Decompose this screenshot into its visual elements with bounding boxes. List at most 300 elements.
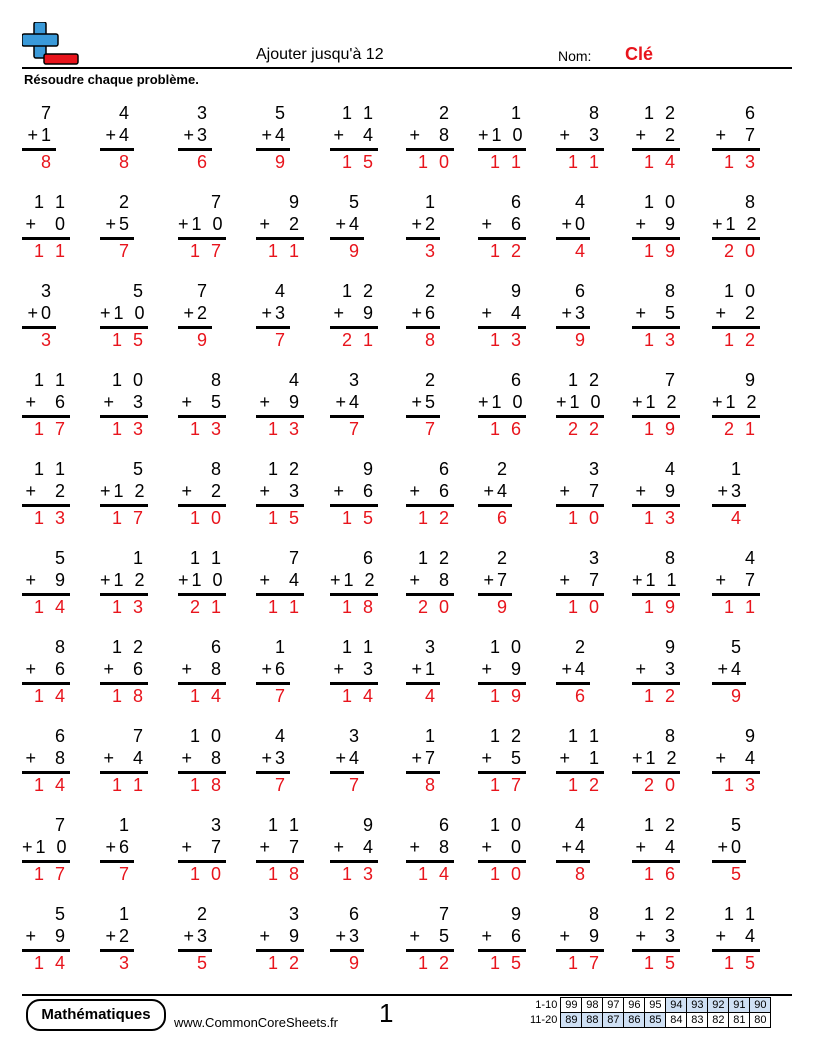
problem <box>556 814 590 885</box>
answer: 9 <box>348 953 362 973</box>
addend-top: 1 <box>118 815 132 835</box>
addend-top: 1 0 <box>489 637 524 657</box>
answer: 5 <box>196 953 210 973</box>
answer: 1 5 <box>341 508 376 528</box>
answer: 2 2 <box>567 419 602 439</box>
problem <box>256 369 304 440</box>
answer: 2 1 <box>189 597 224 617</box>
answer: 1 3 <box>189 419 224 439</box>
problem <box>406 725 440 796</box>
addend-top: 3 <box>40 281 54 301</box>
answer: 1 4 <box>33 597 68 617</box>
addend-top: 4 <box>274 281 288 301</box>
problem <box>632 725 680 796</box>
addend-bottom: +2 <box>411 214 438 234</box>
problem <box>100 903 134 974</box>
problem <box>632 280 680 351</box>
addend-top: 3 <box>196 103 210 123</box>
answer: 2 0 <box>723 241 758 261</box>
answer: 1 6 <box>643 864 678 884</box>
addend-bottom: +4 <box>335 392 362 412</box>
addend-top: 6 <box>38 726 68 746</box>
addend-bottom: + 8 <box>181 748 224 768</box>
addend-bottom: +4 <box>561 837 588 857</box>
problem <box>100 725 148 796</box>
addend-bottom: +0 <box>717 837 744 857</box>
score-cell: 95 <box>645 998 666 1013</box>
answer: 1 0 <box>189 508 224 528</box>
problem <box>256 102 290 173</box>
addend-top: 2 <box>574 637 588 657</box>
addend-top: 5 <box>38 904 68 924</box>
answer: 1 3 <box>111 419 146 439</box>
addend-bottom: +1 1 <box>632 570 680 590</box>
addend-bottom: + 3 <box>259 481 302 501</box>
addend-bottom: + 5 <box>481 748 524 768</box>
problem <box>100 636 148 707</box>
addend-bottom: +6 <box>261 659 288 679</box>
answer: 1 7 <box>33 419 68 439</box>
addend-top: 2 <box>424 370 438 390</box>
problem <box>22 191 70 262</box>
addend-top: 1 <box>116 548 146 568</box>
addend-bottom: + 4 <box>333 125 376 145</box>
addend-top: 7 <box>38 815 68 835</box>
problem <box>256 725 290 796</box>
addend-top: 5 <box>38 548 68 568</box>
addend-bottom: + 4 <box>715 926 758 946</box>
problem <box>100 814 134 885</box>
answer: 9 <box>274 152 288 172</box>
addend-bottom: + 0 <box>481 837 524 857</box>
addend-top: 4 <box>574 815 588 835</box>
answer-key-label: Clé <box>625 44 654 64</box>
addend-bottom: +3 <box>717 481 744 501</box>
problem <box>256 814 304 885</box>
addend-bottom: + 4 <box>635 837 678 857</box>
addend-bottom: +6 <box>105 837 132 857</box>
addend-bottom: + 3 <box>635 926 678 946</box>
answer: 1 5 <box>267 508 302 528</box>
answer: 4 <box>424 686 438 706</box>
problem <box>100 458 148 529</box>
addend-bottom: +2 <box>105 926 132 946</box>
answer: 9 <box>496 597 510 617</box>
addend-top: 1 2 <box>267 459 302 479</box>
addend-top: 8 <box>648 726 678 746</box>
addend-bottom: +7 <box>411 748 438 768</box>
addend-bottom: +1 2 <box>712 392 760 412</box>
addend-top: 3 <box>272 904 302 924</box>
addend-bottom: + 5 <box>181 392 224 412</box>
addend-bottom: +4 <box>261 125 288 145</box>
problem <box>712 102 760 173</box>
addend-bottom: + 9 <box>559 926 602 946</box>
logo-plus-minus-icon <box>22 22 80 66</box>
addend-top: 4 <box>648 459 678 479</box>
problem <box>556 102 604 173</box>
addend-top: 5 <box>348 192 362 212</box>
addend-bottom: +4 <box>105 125 132 145</box>
addend-bottom: + 8 <box>409 570 452 590</box>
addend-top: 1 0 <box>723 281 758 301</box>
addend-top: 4 <box>272 370 302 390</box>
answer: 1 4 <box>33 775 68 795</box>
score-cell: 94 <box>666 998 687 1013</box>
score-cell: 99 <box>561 998 582 1013</box>
addend-bottom: + 7 <box>181 837 224 857</box>
score-cell: 84 <box>666 1013 687 1028</box>
answer: 1 4 <box>33 953 68 973</box>
addend-bottom: +2 <box>183 303 210 323</box>
addend-bottom: + 2 <box>635 125 678 145</box>
addend-top: 1 1 <box>723 904 758 924</box>
problem <box>556 903 604 974</box>
problem <box>22 814 70 885</box>
addend-bottom: + 1 <box>559 748 602 768</box>
answer: 1 8 <box>341 597 376 617</box>
problem <box>632 636 680 707</box>
answer: 3 <box>40 330 54 350</box>
addend-bottom: + 6 <box>25 392 68 412</box>
addend-top: 6 <box>346 548 376 568</box>
problem <box>256 191 304 262</box>
addend-top: 9 <box>494 904 524 924</box>
answer: 1 2 <box>417 508 452 528</box>
answer: 1 8 <box>111 686 146 706</box>
answer: 1 7 <box>489 775 524 795</box>
addend-bottom: +4 <box>483 481 510 501</box>
addend-top: 9 <box>728 370 758 390</box>
addend-bottom: + 8 <box>181 659 224 679</box>
addend-bottom: +3 <box>261 748 288 768</box>
addend-bottom: +1 2 <box>100 570 148 590</box>
problem <box>178 191 226 262</box>
addend-bottom: + 9 <box>635 481 678 501</box>
addend-bottom: + 2 <box>25 481 68 501</box>
problem <box>406 369 440 440</box>
problem <box>406 458 454 529</box>
problem <box>556 725 604 796</box>
answer: 7 <box>274 686 288 706</box>
answer: 8 <box>574 864 588 884</box>
addend-top: 1 <box>274 637 288 657</box>
addend-bottom: + 5 <box>409 926 452 946</box>
addend-bottom: +3 <box>183 926 210 946</box>
addend-top: 1 1 <box>33 459 68 479</box>
answer: 1 5 <box>489 953 524 973</box>
answer: 6 <box>574 686 588 706</box>
score-cell: 83 <box>687 1013 708 1028</box>
answer: 2 0 <box>643 775 678 795</box>
addend-bottom: + 2 <box>259 214 302 234</box>
addend-bottom: + 4 <box>715 748 758 768</box>
score-table <box>528 997 771 1028</box>
problem <box>22 458 70 529</box>
addend-top: 1 <box>730 459 744 479</box>
answer: 9 <box>730 686 744 706</box>
addend-bottom: + 2 <box>715 303 758 323</box>
addend-top: 5 <box>730 637 744 657</box>
addend-bottom: +1 0 <box>22 837 70 857</box>
addend-top: 5 <box>116 281 146 301</box>
addend-bottom: + 9 <box>25 570 68 590</box>
answer: 1 2 <box>267 953 302 973</box>
answer: 7 <box>274 330 288 350</box>
score-cell: 98 <box>582 998 603 1013</box>
addend-top: 7 <box>194 192 224 212</box>
problem <box>330 547 378 618</box>
addend-bottom: + 0 <box>25 214 68 234</box>
addend-bottom: + 6 <box>25 659 68 679</box>
answer: 1 7 <box>33 864 68 884</box>
answer: 1 0 <box>417 152 452 172</box>
problem <box>406 191 440 262</box>
problem <box>178 903 212 974</box>
answer: 8 <box>40 152 54 172</box>
answer: 4 <box>574 241 588 261</box>
answer: 7 <box>118 241 132 261</box>
addend-bottom: +1 0 <box>178 214 226 234</box>
problem <box>712 725 760 796</box>
addend-top: 8 <box>648 548 678 568</box>
addend-top: 1 1 <box>567 726 602 746</box>
addend-top: 2 <box>196 904 210 924</box>
addend-top: 6 <box>494 192 524 212</box>
addend-bottom: + 4 <box>481 303 524 323</box>
addend-top: 3 <box>348 370 362 390</box>
answer: 7 <box>274 775 288 795</box>
answer: 7 <box>118 864 132 884</box>
problem <box>712 191 760 262</box>
addend-top: 3 <box>572 459 602 479</box>
answer: 1 4 <box>417 864 452 884</box>
addend-bottom: + 3 <box>103 392 146 412</box>
name-label: Nom: <box>558 48 592 64</box>
site-url: www.CommonCoreSheets.fr <box>174 1015 338 1030</box>
addend-bottom: +1 2 <box>330 570 378 590</box>
addend-top: 1 0 <box>489 815 524 835</box>
answer: 1 9 <box>643 419 678 439</box>
answer: 1 7 <box>111 508 146 528</box>
addend-bottom: +4 <box>717 659 744 679</box>
answer: 9 <box>574 330 588 350</box>
score-row-label: 11-20 <box>530 1014 558 1026</box>
addend-top: 1 1 <box>189 548 224 568</box>
problem <box>22 636 70 707</box>
problem <box>712 636 746 707</box>
problem <box>406 547 454 618</box>
answer: 9 <box>196 330 210 350</box>
addend-bottom: + 9 <box>333 303 376 323</box>
answer: 2 0 <box>417 597 452 617</box>
problem <box>178 725 226 796</box>
problem <box>406 102 454 173</box>
addend-top: 7 <box>272 548 302 568</box>
problem <box>632 369 680 440</box>
problem <box>478 547 512 618</box>
problem <box>330 903 364 974</box>
answer: 1 8 <box>189 775 224 795</box>
answer: 6 <box>196 152 210 172</box>
answer: 1 4 <box>33 686 68 706</box>
addend-top: 3 <box>424 637 438 657</box>
answer: 1 3 <box>341 864 376 884</box>
score-cell: 80 <box>750 1013 771 1028</box>
addend-bottom: +1 0 <box>556 392 604 412</box>
addend-bottom: +1 0 <box>478 125 526 145</box>
addend-bottom: +1 2 <box>632 748 680 768</box>
problem <box>406 814 454 885</box>
answer: 1 9 <box>643 241 678 261</box>
problem <box>22 102 56 173</box>
problem <box>256 903 304 974</box>
addend-top: 1 1 <box>341 637 376 657</box>
problem <box>256 547 304 618</box>
addend-bottom: + 7 <box>715 570 758 590</box>
problem <box>556 191 590 262</box>
addend-bottom: + 8 <box>409 837 452 857</box>
addend-top: 3 <box>194 815 224 835</box>
problem <box>330 725 364 796</box>
addend-bottom: +1 0 <box>100 303 148 323</box>
problem <box>330 102 378 173</box>
addend-bottom: +4 <box>335 214 362 234</box>
answer: 1 2 <box>723 330 758 350</box>
problem <box>330 458 378 529</box>
addend-bottom: + 3 <box>333 659 376 679</box>
answer: 1 5 <box>723 953 758 973</box>
problem <box>22 725 70 796</box>
addend-bottom: +1 <box>411 659 438 679</box>
problem <box>22 903 70 974</box>
addend-bottom: + 9 <box>25 926 68 946</box>
score-cell: 81 <box>729 1013 750 1028</box>
addend-bottom: +1 2 <box>712 214 760 234</box>
problem <box>178 636 226 707</box>
addend-bottom: + 2 <box>181 481 224 501</box>
problem <box>100 102 134 173</box>
answer: 2 1 <box>341 330 376 350</box>
addend-top: 1 2 <box>111 637 146 657</box>
addend-bottom: + 3 <box>559 125 602 145</box>
page-number: 1 <box>379 998 394 1028</box>
problem <box>712 547 760 618</box>
answer: 1 7 <box>567 953 602 973</box>
addend-top: 7 <box>196 281 210 301</box>
answer: 1 6 <box>489 419 524 439</box>
answer: 2 1 <box>723 419 758 439</box>
problem <box>178 814 226 885</box>
addend-bottom: +4 <box>335 748 362 768</box>
score-cell: 88 <box>582 1013 603 1028</box>
addend-top: 1 1 <box>33 192 68 212</box>
answer: 8 <box>424 775 438 795</box>
addend-top: 1 <box>424 192 438 212</box>
problem <box>406 280 440 351</box>
instructions: Résoudre chaque problème. <box>24 72 199 87</box>
score-cell: 82 <box>708 1013 729 1028</box>
addend-bottom: + 6 <box>333 481 376 501</box>
problem <box>478 191 526 262</box>
problem <box>100 547 148 618</box>
addend-top: 8 <box>648 281 678 301</box>
score-row <box>528 998 771 1013</box>
answer: 1 2 <box>489 241 524 261</box>
addend-bottom: + 4 <box>259 570 302 590</box>
problem <box>256 636 290 707</box>
addend-bottom: +6 <box>411 303 438 323</box>
problem <box>406 636 440 707</box>
problem <box>178 547 226 618</box>
addend-top: 9 <box>346 459 376 479</box>
brand-badge: Mathématiques <box>26 999 166 1031</box>
problem <box>712 369 760 440</box>
problem <box>632 458 680 529</box>
answer: 1 4 <box>189 686 224 706</box>
addend-bottom: +1 <box>27 125 54 145</box>
addend-top: 1 1 <box>341 103 376 123</box>
addend-bottom: +1 2 <box>632 392 680 412</box>
addend-top: 8 <box>572 103 602 123</box>
addend-bottom: + 6 <box>409 481 452 501</box>
score-cell: 87 <box>603 1013 624 1028</box>
addend-top: 4 <box>274 726 288 746</box>
addend-top: 1 2 <box>567 370 602 390</box>
answer: 6 <box>496 508 510 528</box>
answer: 7 <box>348 775 362 795</box>
problem <box>478 814 526 885</box>
addend-top: 6 <box>194 637 224 657</box>
addend-top: 4 <box>574 192 588 212</box>
addend-top: 1 0 <box>189 726 224 746</box>
header-divider <box>22 67 792 69</box>
answer: 5 <box>730 864 744 884</box>
addend-top: 5 <box>730 815 744 835</box>
problem <box>478 903 526 974</box>
answer: 1 3 <box>111 597 146 617</box>
problem <box>178 458 226 529</box>
answer: 1 1 <box>489 152 524 172</box>
problem <box>22 280 56 351</box>
addend-bottom: + 6 <box>103 659 146 679</box>
problem <box>556 280 590 351</box>
problem <box>556 458 604 529</box>
addend-top: 2 <box>496 459 510 479</box>
score-cell: 93 <box>687 998 708 1013</box>
addend-top: 5 <box>274 103 288 123</box>
addend-bottom: +4 <box>561 659 588 679</box>
addend-bottom: + 4 <box>333 837 376 857</box>
addend-top: 4 <box>118 103 132 123</box>
addend-bottom: +1 2 <box>100 481 148 501</box>
addend-bottom: + 9 <box>481 659 524 679</box>
addend-top: 6 <box>574 281 588 301</box>
answer: 1 3 <box>489 330 524 350</box>
addend-top: 9 <box>728 726 758 746</box>
problem <box>632 903 680 974</box>
addend-bottom: +0 <box>27 303 54 323</box>
answer: 1 3 <box>267 419 302 439</box>
answer: 1 3 <box>723 152 758 172</box>
score-cell: 96 <box>624 998 645 1013</box>
problem <box>478 280 526 351</box>
addend-bottom: + 8 <box>25 748 68 768</box>
problem <box>100 191 134 262</box>
score-cell: 86 <box>624 1013 645 1028</box>
addend-top: 1 <box>118 904 132 924</box>
problem <box>478 102 526 173</box>
